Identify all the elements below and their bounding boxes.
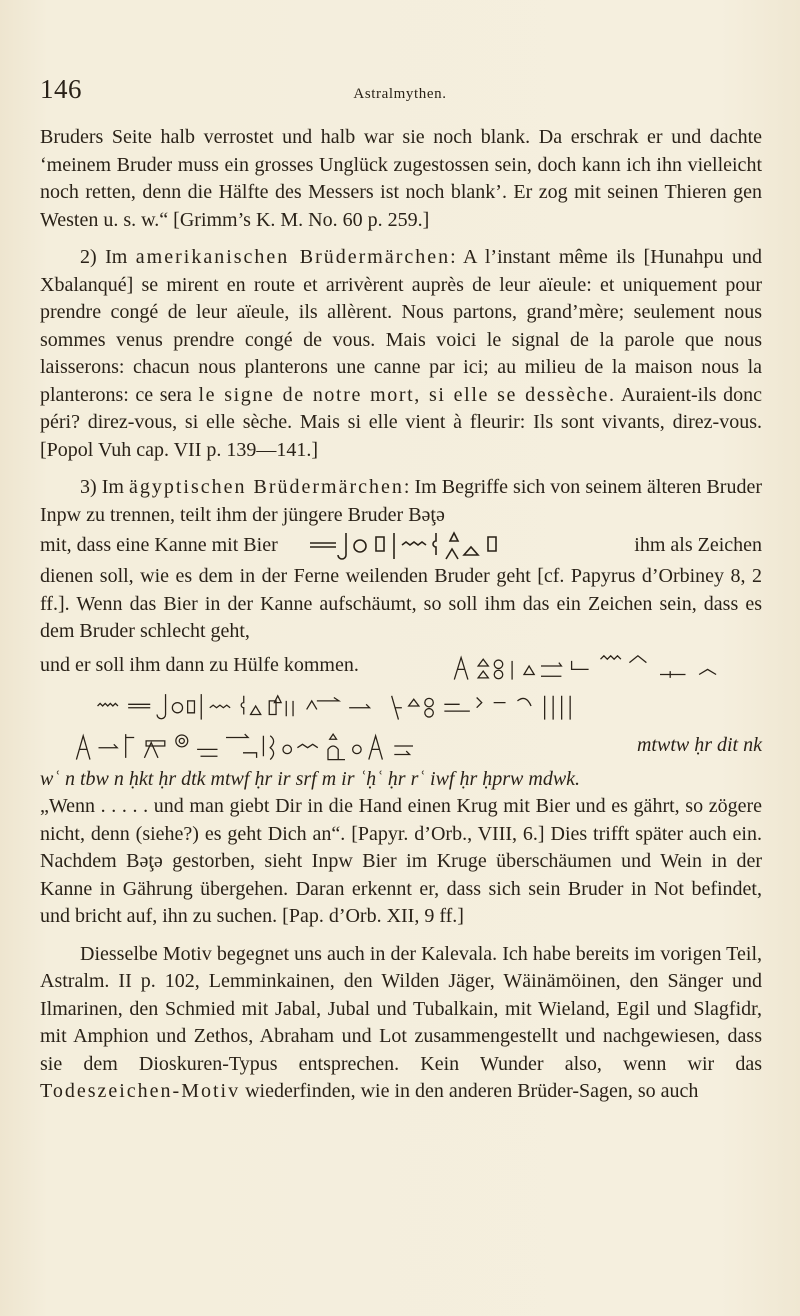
hieroglyph-group-2 bbox=[422, 649, 762, 683]
running-title: Astralmythen. bbox=[353, 86, 447, 102]
hieroglyph-group-4 bbox=[40, 729, 480, 763]
paragraph-text: : A l’instant même ils [Hunahpu und Xbalanqué] se mirent en route et arrivèrent auprès de leur aïeule: et uniquement pour prendre congé de leur aïeule, ils allèrent. Nous partons, grand’mère; seulement nous sommes venus prendre congé de vous. Mais voici le signal de la parole que nous laisserons: chacun nous planterons une canne par ici; au milieu de la maison nous la planterons: ce sera bbox=[40, 246, 762, 406]
paragraph-kalevala bbox=[40, 941, 762, 1106]
emphasis-text: Todeszeichen-Motiv bbox=[40, 1080, 241, 1102]
hieroglyph-group-1 bbox=[306, 529, 606, 563]
paragraph-text: wiederfinden, wie in den anderen Brüder-Sagen, so auch bbox=[240, 1080, 699, 1102]
paragraph-text: und er soll ihm dann zu Hülfe kommen. bbox=[40, 653, 359, 676]
paragraph-lead: 3) Im bbox=[80, 476, 129, 498]
hieroglyph-line-3 bbox=[40, 686, 762, 726]
page-body bbox=[40, 124, 762, 1106]
hieroglyph-line-4 bbox=[40, 726, 762, 766]
paragraph-text: ihm als Zeichen bbox=[634, 534, 762, 557]
transliteration-part-1: mtwtw ḥr dit nk bbox=[636, 733, 762, 756]
hieroglyph-line-1 bbox=[40, 529, 762, 563]
page-header bbox=[40, 74, 760, 114]
transliteration-part-2: wʿ n tbw n ḥkt ḥr dtk mtwf ḥr ir srf m ir ʿḥʿ ḥr rʿ iwf ḥr ḥprw mdwk. bbox=[40, 767, 581, 790]
paragraph-grimm: Bruders Seite halb verrostet und halb war sie noch blank. Da erschrak er und dachte ‘meinem Bruder muss ein grosses Unglück zugestossen sein, doch kann ich ihn vielleicht noch retten, denn die Hälfte des Messers ist noch blank’. Er zog mit seinen Thieren gen Westen u. s. w.“ [Grimm’s K. M. No. 60 p. 259.] bbox=[40, 126, 762, 231]
paragraph-egyptian-translation: „Wenn . . . . . und man giebt Dir in die Hand einen Krug mit Bier und es gährt, so zögere nicht, denn (siehe?) es geht Dich an“. [Papyr. d’Orb., VIII, 6.] Dies trifft später auch ein. Nachdem Bǝţǝ gestorben, sieht Inpw Bier im Kruge überschäumen und Wein in der Kanne in Gährung übergehen. Daran erkennt er, dass sich sein Bruder in Not befindet, und bricht auf, ihn zu suchen. [Pap. d’Orb. XII, 9 ff.] bbox=[40, 795, 762, 927]
paragraph-text: dienen soll, wie es dem in der Ferne weilenden Bruder geht [cf. Papyrus d’Orbiney 8, 2 ff.]. Wenn das Bier in der Kanne aufschäumt, so soll ihm das ein Zeichen sein, dass es dem Bruder schlecht geht, bbox=[40, 565, 762, 642]
paragraph-text: : Im Begriffe sich von seinem älteren Bruder Inpw zu trennen, teilt ihm der jüngere Bruder Bǝţǝ bbox=[40, 476, 762, 526]
section-title: ägyptischen Brüdermärchen bbox=[128, 476, 404, 498]
section-title: amerikanischen Brüdermärchen bbox=[135, 246, 451, 268]
paragraph-text: mit, dass eine Kanne mit Bier bbox=[40, 534, 278, 557]
emphasis-text: le signe de notre mort, si elle se dessèche. bbox=[198, 383, 616, 406]
paragraph-text: Auraient-ils donc péri? direz-vous, si elle sèche. Mais si elle vient à fleurir: Ils sont vivants, direz-vous. [Popol Vuh cap. VII p. 139—141.] bbox=[40, 383, 762, 461]
hieroglyph-line-2 bbox=[40, 646, 762, 686]
paragraph-american bbox=[40, 244, 762, 464]
paragraph-egyptian bbox=[40, 474, 762, 529]
paragraph-lead: 2) Im bbox=[80, 246, 136, 268]
page-number: 146 bbox=[40, 74, 82, 104]
paragraph-text: Diesselbe Motiv begegnet uns auch in der Kalevala. Ich habe bereits im vorigen Teil, Astralm. II p. 102, Lemminkainen, den Wilden Jäger, Wäinämöinen, den Sänger und Ilmarinen, den Schmied mit Jabal, Jubal und Tubalkain, mit Wieland, Egil und Slagfidr, mit Amphion und Zethos, Abraham und Lot zusammengestellt und nachgewiesen, dass sie dem Dioskuren-Typus entsprechen. Kein Wunder also, wenn wir das bbox=[40, 942, 762, 1075]
hieroglyph-group-3 bbox=[40, 689, 762, 723]
